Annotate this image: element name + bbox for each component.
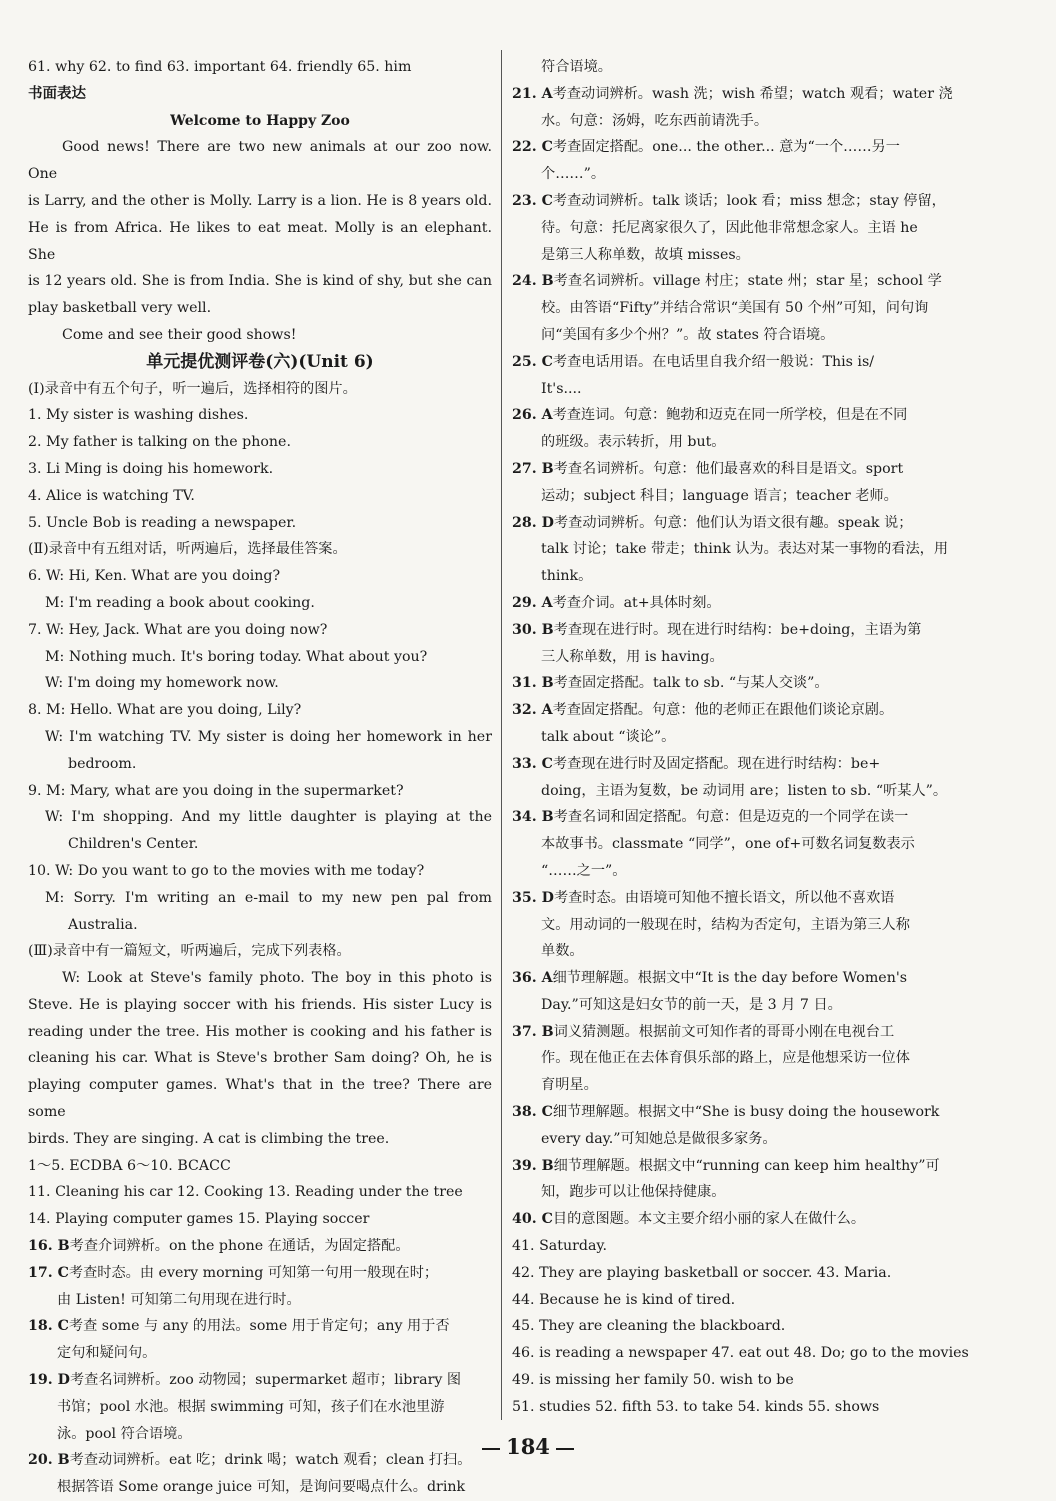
dialogue-line: M: I'm reading a book about cooking. xyxy=(45,594,315,611)
part-heading: (Ⅰ)录音中有五个句子，听一遍后，选择相符的图片。 xyxy=(28,380,357,397)
explanation-text: 细节理解题。根据文中“It is the day before Women's xyxy=(552,970,908,987)
dialogue-line: bedroom. xyxy=(68,755,137,772)
explanation-text: It's.... xyxy=(541,380,582,397)
column-divider xyxy=(501,50,502,1420)
explanation-item xyxy=(512,456,978,483)
explanation-text: 知，跑步可以让他保持健康。 xyxy=(541,1184,726,1201)
part-heading: (Ⅱ)录音中有五组对话，听两遍后，选择最佳答案。 xyxy=(28,541,347,558)
answer-line: 41. Saturday. xyxy=(512,1238,608,1255)
explanation-text: 考查 some 与 any 的用法。some 用于肯定句；any 用于否 xyxy=(68,1318,450,1335)
explanation-text: 词义猜测题。根据前文可知作者的哥哥小刚在电视台工 xyxy=(553,1023,895,1040)
explanation-item xyxy=(512,1019,978,1046)
essay-title: Welcome to Happy Zoo xyxy=(170,112,350,129)
explanation-item xyxy=(512,1206,978,1233)
explanation-item xyxy=(512,81,978,108)
explanation-text: 考查时态。由 every morning 可知第一句用一般现在时； xyxy=(68,1264,439,1281)
essay-line: Come and see their good shows! xyxy=(62,326,297,343)
explanation-text: 根据答语 Some orange juice 可知，是询问要喝点什么。drink xyxy=(57,1479,466,1496)
explanation-text: 考查现在进行时及固定搭配。现在进行时结构：be+ xyxy=(552,755,881,772)
answer-line: 61. why 62. to find 63. important 64. friendly 65. him xyxy=(28,59,412,75)
question-number: 25. C xyxy=(512,353,553,370)
explanation-text: every day.”可知她总是做很多家务。 xyxy=(541,1130,777,1147)
passage-line: reading under the tree. His mother is cooking and his father is xyxy=(28,1023,492,1040)
question-number: 29. A xyxy=(512,594,553,611)
answer-line: 42. They are playing basketball or soccer. 43. Maria. xyxy=(512,1264,892,1281)
page-number xyxy=(0,1434,1056,1461)
explanation-item xyxy=(28,1313,492,1340)
explanation-text: 考查名词辨析。village 村庄；state 州；star 星；school 学 xyxy=(553,273,942,290)
dialogue-line: 9. M: Mary, what are you doing in the supermarket? xyxy=(28,782,404,799)
answer-line: 44. Because he is kind of tired. xyxy=(512,1291,736,1308)
explanation-text: 作。现在他正在去体育俱乐部的路上，应是他想采访一位体 xyxy=(541,1050,910,1067)
script-line: 5. Uncle Bob is reading a newspaper. xyxy=(28,514,297,531)
dialogue-line: W: I'm watching TV. My sister is doing her homework in her xyxy=(45,728,492,745)
explanation-text: talk 讨论；take 带走；think 认为。表达对某一事物的看法，用 xyxy=(541,541,949,558)
question-number: 28. D xyxy=(512,514,554,531)
right-column xyxy=(512,54,978,1421)
question-number: 26. A xyxy=(512,407,553,424)
essay-line: Good news! There are two new animals at our zoo now. One xyxy=(28,139,492,183)
explanation-item xyxy=(28,1233,492,1260)
script-line: 1. My sister is washing dishes. xyxy=(28,407,249,424)
explanation-text: 问“美国有多少个州？”。故 states 符合语境。 xyxy=(541,326,835,343)
question-number: 37. B xyxy=(512,1023,554,1040)
explanation-text: 泳。pool 符合语境。 xyxy=(57,1425,192,1442)
explanation-text: 考查电话用语。在电话里自我介绍一般说：This is/ xyxy=(552,353,875,370)
script-line: 4. Alice is watching TV. xyxy=(28,487,195,504)
dialogue-line: Children's Center. xyxy=(68,836,199,853)
explanation-text: 考查动词辨析。wash 洗；wish 希望；watch 观看；water 浇 xyxy=(552,85,953,102)
explanation-text: 考查名词辨析。句意：他们最喜欢的科目是语文。sport xyxy=(553,460,904,477)
explanation-text: 考查动词辨析。句意：他们认为语文很有趣。speak 说； xyxy=(553,514,913,531)
explanation-item xyxy=(512,402,978,429)
explanation-text: 细节理解题。根据文中“She is busy doing the housework xyxy=(552,1104,940,1121)
answer-line: 51. studies 52. fifth 53. to take 54. kinds 55. shows xyxy=(512,1398,880,1415)
question-number: 39. B xyxy=(512,1157,554,1174)
dialogue-line: 6. W: Hi, Ken. What are you doing? xyxy=(28,568,281,585)
passage-line: birds. They are singing. A cat is climbing the tree. xyxy=(28,1130,390,1147)
question-number: 16. B xyxy=(28,1238,70,1255)
explanation-item xyxy=(512,617,978,644)
explanation-text: 考查固定搭配。one... the other... 意为“一个……另一 xyxy=(552,139,900,156)
passage-line: cleaning his car. What is Steve's brother Sam doing? Oh, he is xyxy=(28,1050,492,1067)
explanation-text: 运动；subject 科目；language 语言；teacher 老师。 xyxy=(541,487,898,504)
passage-line: W: Look at Steve's family photo. The boy in this photo is xyxy=(62,970,492,987)
explanation-text: 育明星。 xyxy=(541,1077,598,1094)
question-number: 21. A xyxy=(512,85,553,102)
question-number: 20. B xyxy=(28,1452,70,1469)
question-number: 19. D xyxy=(28,1372,70,1389)
dialogue-line: M: Nothing much. It's boring today. What about you? xyxy=(45,648,428,665)
explanation-item xyxy=(28,1260,492,1287)
dialogue-line: 10. W: Do you want to go to the movies with me today? xyxy=(28,862,425,879)
explanation-item xyxy=(512,268,978,295)
dialogue-line: 8. M: Hello. What are you doing, Lily? xyxy=(28,702,302,719)
dialogue-line: Australia. xyxy=(68,916,138,933)
dialogue-line: W: I'm shopping. And my little daughter is playing at the xyxy=(45,809,492,826)
explanation-text: 考查连词。句意：鲍勃和迈克在同一所学校，但是在不同 xyxy=(552,407,908,424)
explanation-text: 是第三人称单数，故填 misses。 xyxy=(541,246,750,263)
part-heading: (Ⅲ)录音中有一篇短文，听两遍后，完成下列表格。 xyxy=(28,943,351,960)
explanation-text: 目的意图题。本文主要介绍小丽的家人在做什么。 xyxy=(552,1211,866,1228)
passage-line: Steve. He is playing soccer with his friends. His sister Lucy is xyxy=(28,996,492,1013)
explanation-text: 本故事书。classmate “同学”，one of+可数名词复数表示 xyxy=(541,836,915,853)
question-number: 32. A xyxy=(512,702,553,719)
passage-line: playing computer games. What's that in the tree? There are some xyxy=(28,1077,492,1121)
question-number: 22. C xyxy=(512,139,553,156)
essay-line: He is from Africa. He likes to eat meat. Molly is an elephant. She xyxy=(28,219,492,263)
explanation-text: 考查介词。at+具体时刻。 xyxy=(552,594,721,611)
explanation-item xyxy=(512,590,978,617)
dialogue-line: W: I'm doing my homework now. xyxy=(45,675,279,692)
question-number: 38. C xyxy=(512,1104,553,1121)
explanation-text: “……之一”。 xyxy=(541,862,627,879)
question-number: 36. A xyxy=(512,970,553,987)
explanation-text: 考查固定搭配。talk to sb. “与某人交谈”。 xyxy=(553,675,829,692)
question-number: 31. B xyxy=(512,675,554,692)
explanation-text: 定句和疑问句。 xyxy=(57,1345,157,1362)
explanation-item xyxy=(512,188,978,215)
question-number: 18. C xyxy=(28,1318,69,1335)
explanation-text: 考查动词辨析。eat 吃；drink 喝；watch 观看；clean 打扫。 xyxy=(69,1452,472,1469)
answer-line: 14. Playing computer games 15. Playing soccer xyxy=(28,1211,370,1228)
question-number: 24. B xyxy=(512,273,554,290)
explanation-text: 考查名词和固定搭配。句意：但是迈克的一个同学在读一 xyxy=(553,809,909,826)
essay-line: play basketball very well. xyxy=(28,300,212,317)
script-line: 3. Li Ming is doing his homework. xyxy=(28,460,274,477)
explanation-text: 水。句意：汤姆，吃东西前请洗手。 xyxy=(541,112,769,129)
explanation-text: 考查现在进行时。现在进行时结构：be+doing，主语为第 xyxy=(553,621,922,638)
explanation-item xyxy=(512,1153,978,1180)
explanation-text: 考查固定搭配。句意：他的老师正在跟他们谈论京剧。 xyxy=(552,702,894,719)
answer-line: 1～5. ECDBA 6～10. BCACC xyxy=(28,1157,231,1174)
explanation-text: 单数。 xyxy=(541,943,584,960)
explanation-text: 考查介词辨析。on the phone 在通话，为固定搭配。 xyxy=(69,1238,410,1255)
explanation-text: 待。句意：托尼离家很久了，因此他非常想念家人。主语 he xyxy=(541,219,918,236)
question-number: 33. C xyxy=(512,755,553,772)
answer-line: 46. is reading a newspaper 47. eat out 48. Do; go to the movies xyxy=(512,1345,969,1362)
answer-line: 45. They are cleaning the blackboard. xyxy=(512,1318,786,1335)
question-number: 27. B xyxy=(512,460,554,477)
question-number: 35. D xyxy=(512,889,554,906)
question-number: 17. C xyxy=(28,1264,69,1281)
question-number: 34. B xyxy=(512,809,554,826)
explanation-item xyxy=(512,349,978,376)
explanation-text: 书馆；pool 水池。根据 swimming 可知，孩子们在水池里游 xyxy=(57,1398,445,1415)
explanation-text: 三人称单数，用 is having。 xyxy=(541,648,724,665)
question-number: 23. C xyxy=(512,192,553,209)
explanation-text: 细节理解题。根据文中“running can keep him healthy”可 xyxy=(553,1157,940,1174)
explanation-text: 考查动词辨析。talk 谈话；look 看；miss 想念；stay 停留， xyxy=(552,192,946,209)
explanation-item xyxy=(512,751,978,778)
explanation-item xyxy=(512,1099,978,1126)
explanation-text: talk about “谈论”。 xyxy=(541,728,676,745)
page-number-text: 184 xyxy=(506,1434,550,1459)
explanation-text: 文。用动词的一般现在时，结构为否定句，主语为第三人称 xyxy=(541,916,910,933)
explanation-text: 考查时态。由语境可知他不擅长语文，所以他不喜欢语 xyxy=(553,889,895,906)
explanation-item xyxy=(512,804,978,831)
answer-line: 11. Cleaning his car 12. Cooking 13. Reading under the tree xyxy=(28,1184,463,1201)
explanation-text: 考查名词辨析。zoo 动物园；supermarket 超市；library 图 xyxy=(69,1372,462,1389)
essay-line: is 12 years old. She is from India. She is kind of shy, but she can xyxy=(28,273,492,290)
explanation-text: Day.”可知这是妇女节的前一天，是 3 月 7 日。 xyxy=(541,996,842,1013)
dialogue-line: 7. W: Hey, Jack. What are you doing now? xyxy=(28,621,328,638)
left-column xyxy=(28,54,492,1501)
answer-line: 49. is missing her family 50. wish to be xyxy=(512,1372,794,1389)
essay-line: is Larry, and the other is Molly. Larry is a lion. He is 8 years old. xyxy=(28,192,492,209)
dialogue-line: M: Sorry. I'm writing an e-mail to my new pen pal from xyxy=(45,889,492,906)
explanation-text: 个……”。 xyxy=(541,166,606,183)
question-number: 40. C xyxy=(512,1211,553,1228)
explanation-text: think。 xyxy=(541,568,593,585)
explanation-text: 的班级。表示转折，用 but。 xyxy=(541,434,726,451)
explanation-item xyxy=(512,885,978,912)
explanation-item xyxy=(512,510,978,537)
section-heading-writing: 书面表达 xyxy=(28,84,86,102)
question-number: 30. B xyxy=(512,621,554,638)
explanation-item xyxy=(512,134,978,161)
explanation-text: 符合语境。 xyxy=(541,59,612,75)
explanation-item xyxy=(512,965,978,992)
explanation-text: doing，主语为复数，be 动词用 are；listen to sb. “听某人”。 xyxy=(541,782,948,799)
explanation-item xyxy=(512,670,978,697)
explanation-text: 由 Listen! 可知第二句用现在进行时。 xyxy=(57,1291,301,1308)
script-line: 2. My father is talking on the phone. xyxy=(28,434,291,451)
explanation-list xyxy=(512,81,978,1233)
unit-title: 单元提优测评卷(六)(Unit 6) xyxy=(146,351,374,372)
explanation-item xyxy=(512,697,978,724)
explanation-text: 校。由答语“Fifty”并结合常识“美国有 50 个州”可知，问句询 xyxy=(541,300,929,317)
explanation-item xyxy=(28,1367,492,1394)
